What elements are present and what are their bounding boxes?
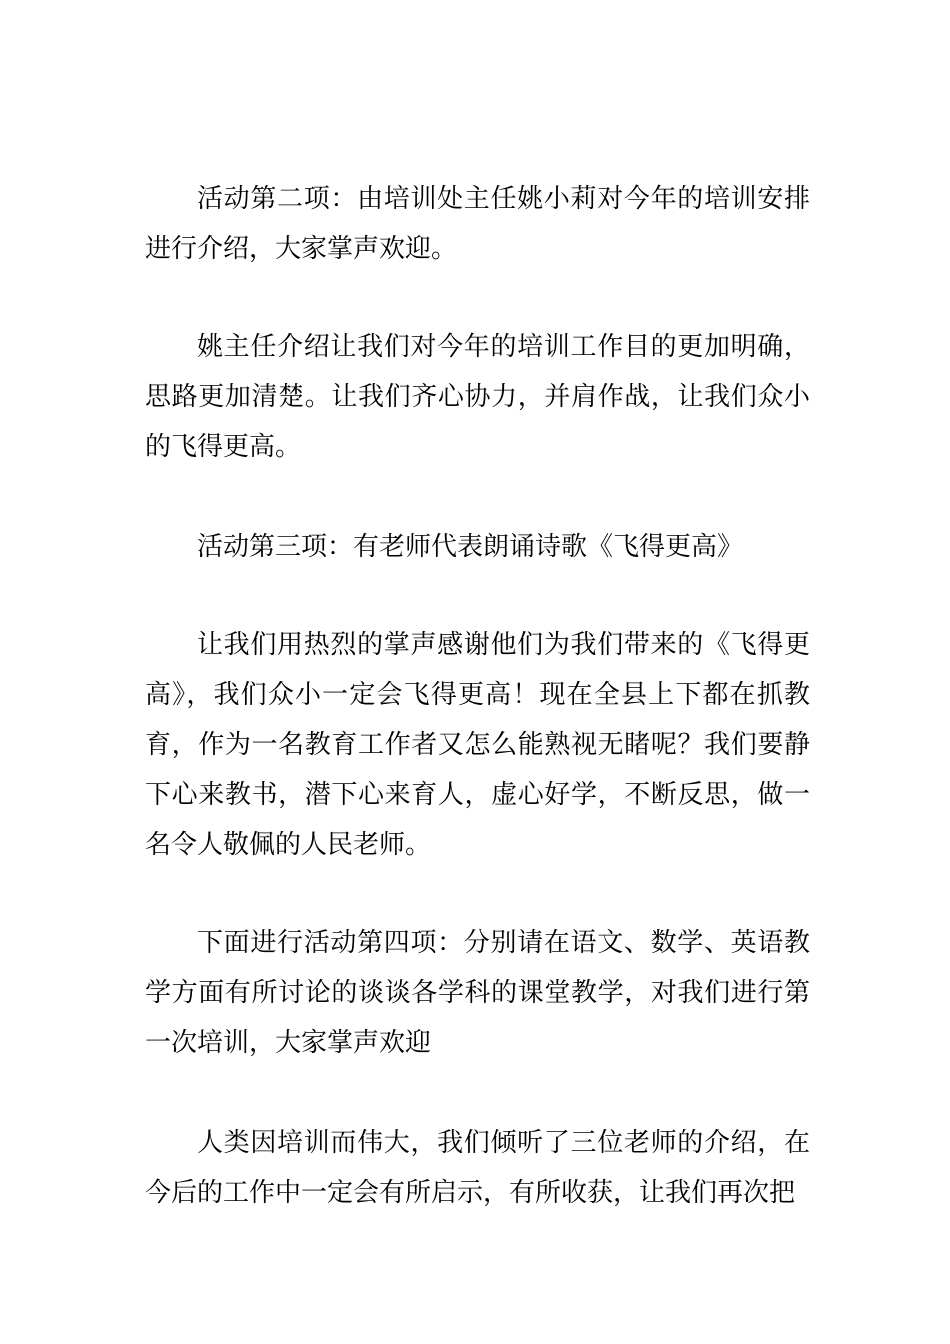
paragraph-director-intro: 姚主任介绍让我们对今年的培训工作目的更加明确，思路更加清楚。让我们齐心协力，并肩作战，让我们众小的飞得更高。 <box>145 332 810 462</box>
paragraph-activity-two: 活动第二项：由培训处主任姚小莉对今年的培训安排进行介绍，大家掌声欢迎。 <box>145 184 810 264</box>
paragraph-conclusion: 人类因培训而伟大，我们倾听了三位老师的介绍，在今后的工作中一定会有所启示，有所收获，让我们再次把 <box>145 1128 810 1208</box>
paragraph-thanks: 让我们用热烈的掌声感谢他们为我们带来的《飞得更高》，我们众小一定会飞得更高！现在全县上下都在抓教育，作为一名教育工作者又怎么能熟视无睹呢？我们要静下心来教书，潜下心来育人，虚心好学，不断反思，做一名令人敬佩的人民老师。 <box>145 630 810 860</box>
paragraph-activity-four: 下面进行活动第四项：分别请在语文、数学、英语教学方面有所讨论的谈谈各学科的课堂教学，对我们进行第一次培训，大家掌声欢迎 <box>145 928 810 1058</box>
paragraph-activity-three: 活动第三项：有老师代表朗诵诗歌《飞得更高》 <box>197 532 744 562</box>
